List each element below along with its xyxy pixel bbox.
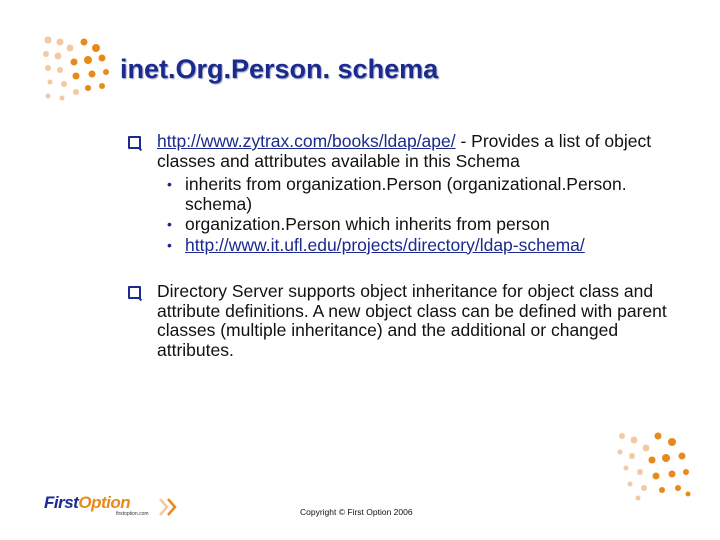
- sub-item: [157, 236, 688, 256]
- q-box-icon: [128, 286, 141, 299]
- sub-item: • inherits from organization.Person (organizational.Person. schema): [157, 175, 688, 214]
- bullet-item: [128, 132, 688, 255]
- bullet-item: [128, 282, 688, 360]
- q-box-icon: [128, 136, 141, 149]
- first-option-logo: [44, 493, 149, 517]
- slide-title: inet.Org.Person. schema: [120, 54, 439, 84]
- bullet-text: - Provides a list of object classes and attributes available in this Schema: [157, 131, 652, 171]
- logo-subtext: firstoption.com: [116, 511, 149, 517]
- zytrax-link[interactable]: http://www.zytrax.com/books/ldap/ape/: [157, 131, 456, 151]
- bullet-text: Directory Server supports object inheritance for object class and attribute definitions. A new object class can be defined with parent classes (multiple inheritance) and the additional or changed attributes.: [157, 281, 667, 360]
- top-left-dot-pattern-icon: [40, 34, 120, 104]
- slide-content: [128, 132, 688, 360]
- ufl-schema-link[interactable]: http://www.it.ufl.edu/projects/directory/ldap-schema/: [185, 234, 585, 255]
- sub-item: • organization.Person which inherits from person: [157, 215, 688, 235]
- chevron-arrows-icon: [158, 497, 182, 517]
- bottom-right-dot-pattern-icon: [612, 428, 696, 504]
- logo-wordmark: FirstOption: [44, 493, 131, 512]
- copyright-text: Copyright © First Option 2006: [300, 507, 413, 517]
- sub-list: [157, 175, 688, 255]
